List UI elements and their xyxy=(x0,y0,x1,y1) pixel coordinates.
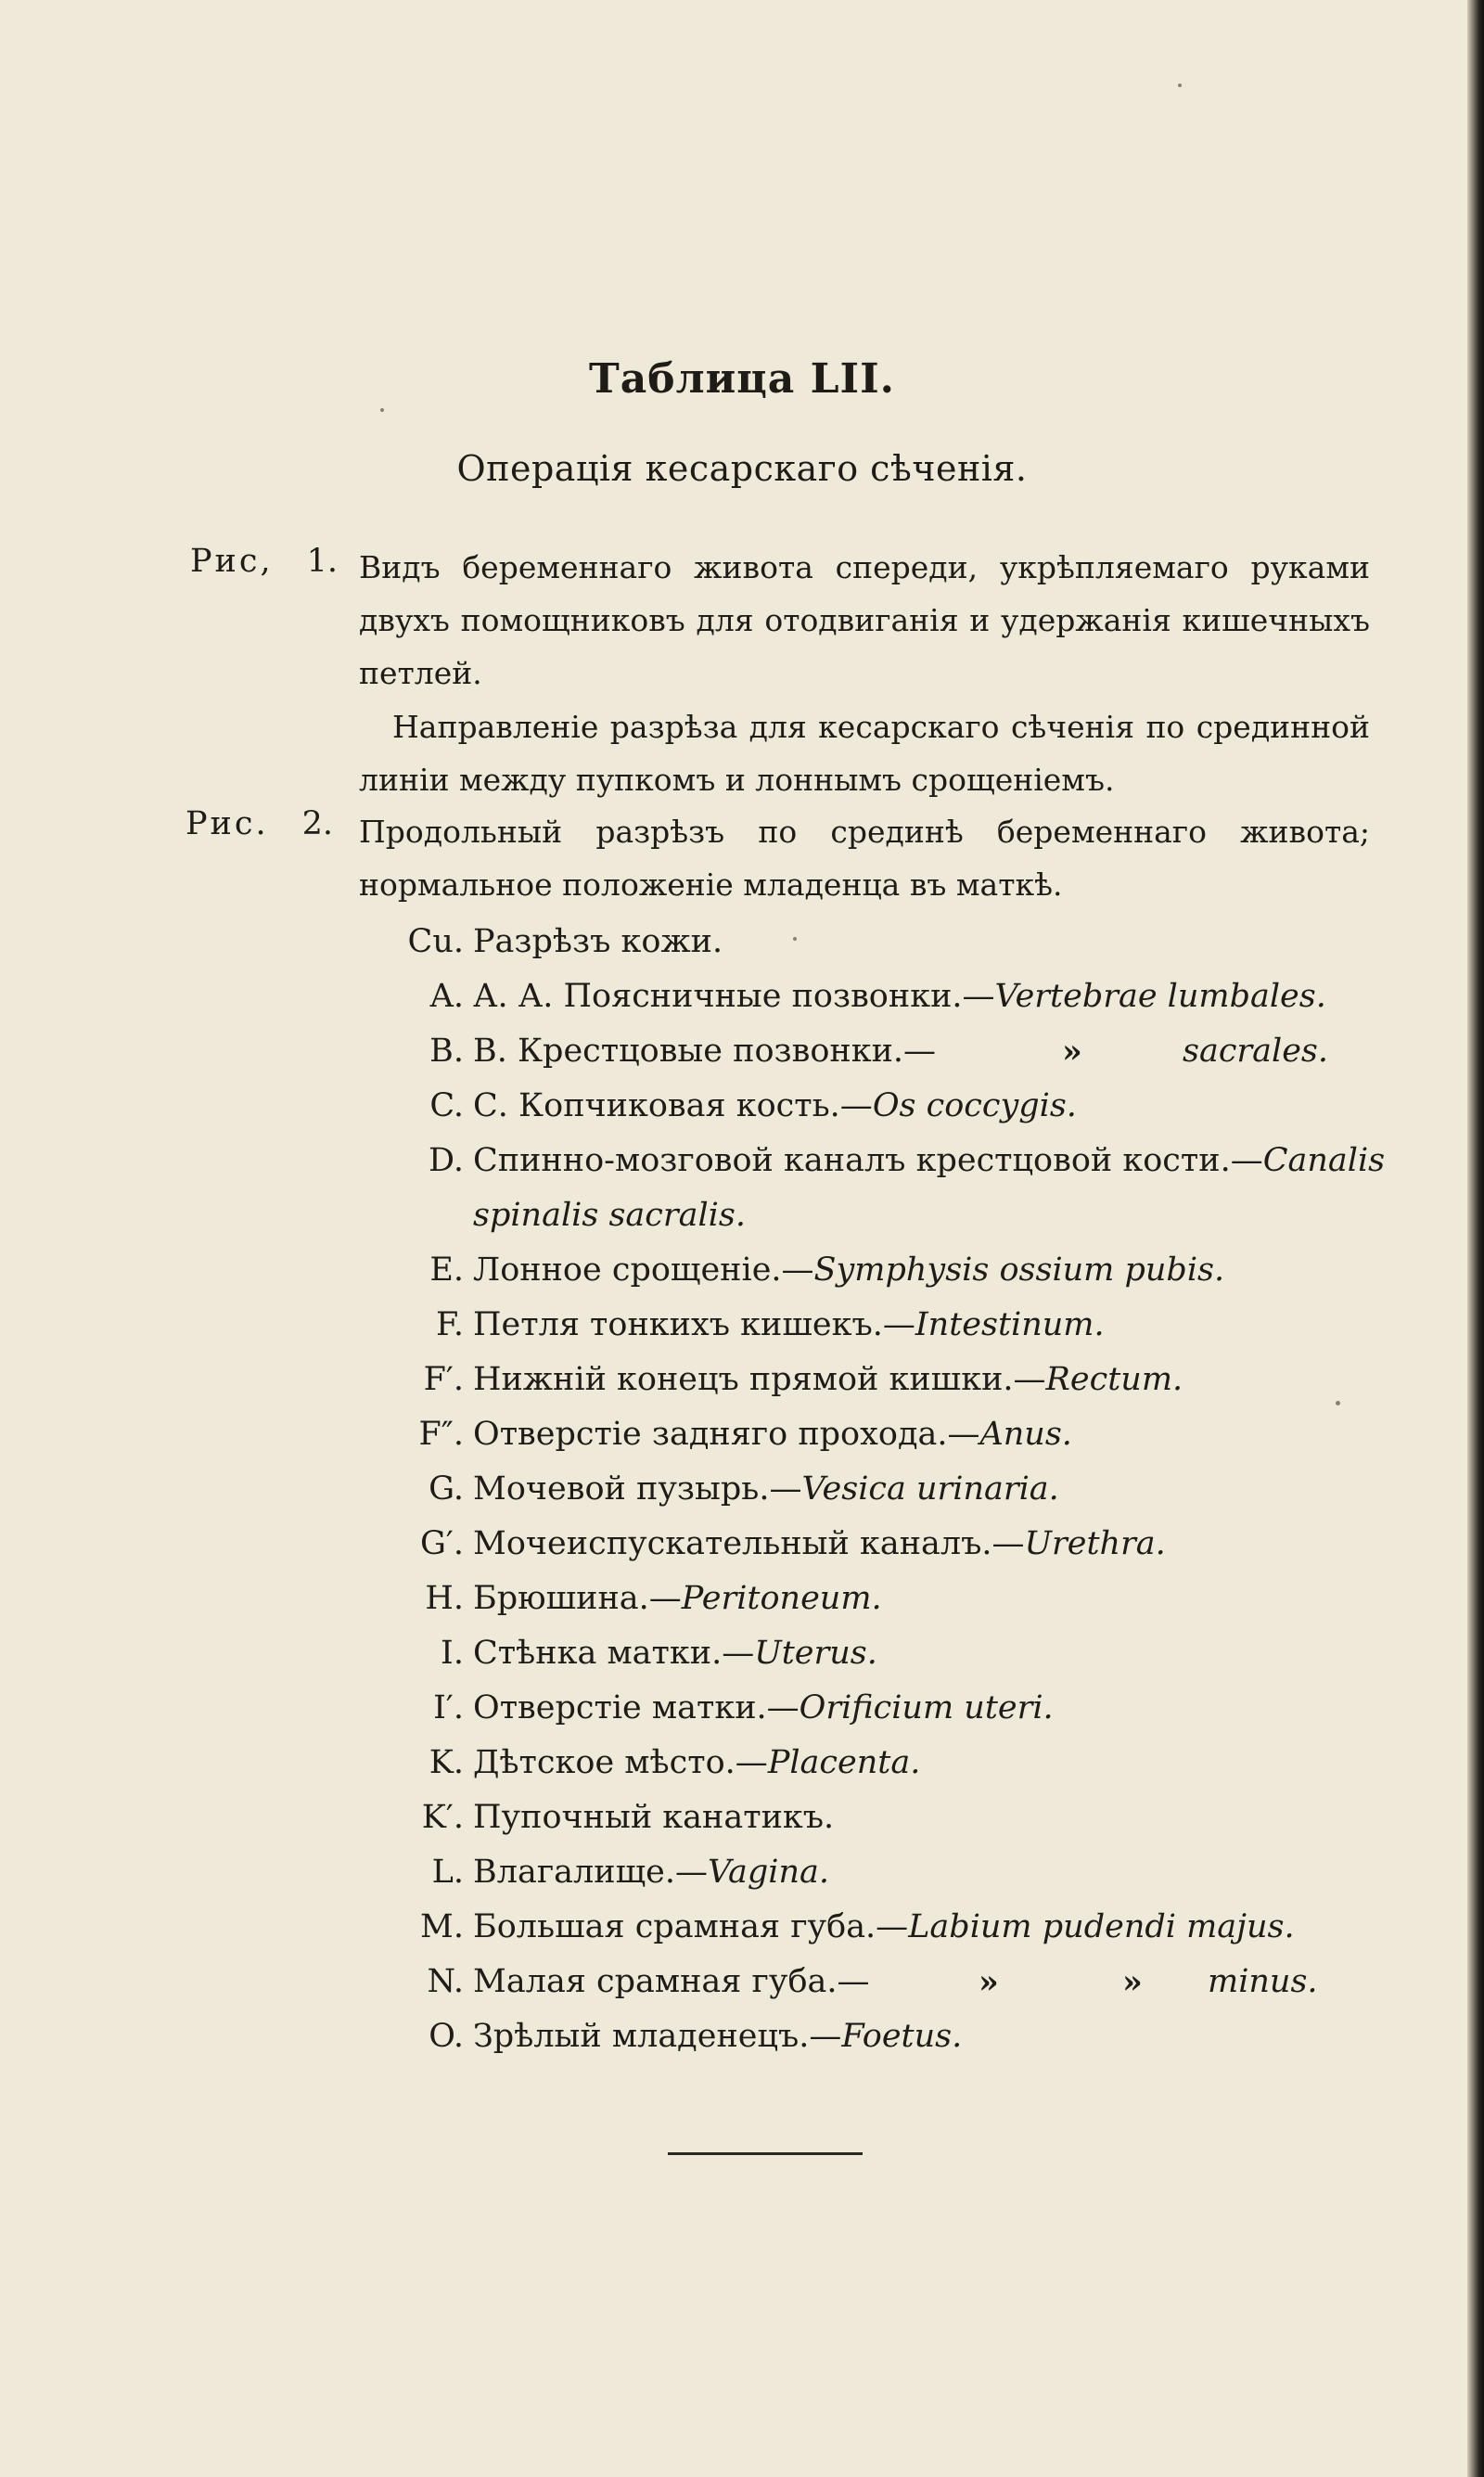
legend-russian-term: Разрѣзъ кожи. xyxy=(473,923,723,960)
legend-key: H. xyxy=(425,1580,464,1617)
legend-key: A. xyxy=(429,978,464,1015)
legend-latin-term: Os coccygis. xyxy=(872,1087,1077,1124)
legend-row xyxy=(0,1635,1484,1687)
legend-text xyxy=(473,1306,1105,1343)
legend-russian-term: Влагалище.— xyxy=(473,1854,708,1891)
legend-text xyxy=(473,1470,1059,1508)
legend-russian-term: Нижній конецъ прямой кишки.— xyxy=(473,1361,1046,1398)
legend-key: B. xyxy=(429,1033,464,1070)
legend-key: C. xyxy=(429,1087,464,1124)
legend-latin-term: Symphysis ossium pubis. xyxy=(813,1251,1225,1289)
legend-russian-term: Спинно-мозговой каналъ крестцовой кости.— xyxy=(473,1142,1263,1179)
end-rule xyxy=(668,2152,863,2155)
figure-2-label xyxy=(186,805,333,842)
ditto-mark: » xyxy=(1122,1963,1143,2001)
legend-key: K′. xyxy=(421,1799,464,1836)
legend-text xyxy=(473,1525,1166,1562)
legend-text xyxy=(473,1033,936,1070)
figure-1-number: 1. xyxy=(306,543,339,580)
figure-1-incision-note: Направленіе разрѣза для кесарскаго сѣченія по срединной линіи между пупкомъ и лоннымъ срощеніемъ. xyxy=(359,709,1370,798)
legend-key: O. xyxy=(429,2018,464,2055)
legend-russian-term: Мочевой пузырь.— xyxy=(473,1470,802,1508)
paper-speck xyxy=(793,937,797,941)
legend-key: G′. xyxy=(419,1525,464,1562)
legend-key: F′. xyxy=(423,1361,464,1398)
legend-russian-term: Дѣтское мѣсто.— xyxy=(473,1744,768,1781)
ditto-mark: » xyxy=(979,1963,999,2001)
legend-latin-term: sacrales. xyxy=(1183,1033,1329,1070)
legend-text xyxy=(473,1799,834,1836)
legend-latin-term: minus. xyxy=(1208,1963,1318,2000)
legend-latin-term: Anus. xyxy=(979,1416,1072,1453)
legend-text xyxy=(473,1580,882,1617)
figure-2-prefix: Рис. xyxy=(186,805,269,842)
legend-text xyxy=(473,1689,1054,1726)
legend-latin-term: Orificium uteri. xyxy=(799,1689,1054,1726)
legend-key: I′. xyxy=(433,1689,464,1726)
page-title: Таблица LII. xyxy=(588,355,895,403)
legend-russian-term: Лонное срощеніе.— xyxy=(473,1251,814,1289)
page-subtitle: Операція кесарскаго сѣченія. xyxy=(456,448,1028,489)
legend-text xyxy=(473,1361,1183,1398)
legend-text xyxy=(473,1963,870,2000)
legend-text xyxy=(473,2018,962,2055)
legend-russian-term: Малая срамная губа.— xyxy=(473,1963,870,2000)
legend-latin-term: Rectum. xyxy=(1045,1361,1183,1398)
figure-2-number: 2. xyxy=(301,805,334,842)
legend-row xyxy=(0,1142,1484,1194)
legend-russian-term: Отверстіе матки.— xyxy=(473,1689,800,1726)
legend-key: F. xyxy=(436,1306,464,1343)
legend-row xyxy=(0,1087,1484,1139)
legend-russian-term: Большая срамная губа.— xyxy=(473,1908,909,1945)
legend-latin-term: Peritoneum. xyxy=(681,1580,882,1617)
legend-latin-term: Intestinum. xyxy=(915,1306,1105,1343)
figure-1-label xyxy=(190,543,338,580)
legend-text xyxy=(473,1908,1295,1945)
legend-latin-term: Labium pudendi majus. xyxy=(908,1908,1295,1945)
figure-1-description: Видъ беременнаго живота спереди, укрѣпляемаго руками двухъ помощниковъ для отодвиганія и удержанія кишечныхъ петлей. xyxy=(359,549,1370,691)
legend-row xyxy=(0,1799,1484,1851)
legend-russian-term: Стѣнка матки.— xyxy=(473,1635,755,1672)
paper-speck xyxy=(1178,83,1182,87)
legend-key: E. xyxy=(429,1251,464,1289)
legend-russian-term: Мочеиспускательный каналъ.— xyxy=(473,1525,1025,1562)
legend-key: G. xyxy=(429,1470,464,1508)
legend-key: N. xyxy=(427,1963,464,2000)
legend-key: K. xyxy=(429,1744,464,1781)
legend-key: L. xyxy=(431,1854,464,1891)
legend-row xyxy=(0,1580,1484,1632)
legend-text xyxy=(473,1142,1385,1179)
legend-text xyxy=(473,1416,1072,1453)
legend-latin-term: Urethra. xyxy=(1024,1525,1166,1562)
legend-text xyxy=(473,1744,920,1781)
legend-key: D. xyxy=(429,1142,464,1179)
paper-speck xyxy=(380,408,384,412)
legend-row xyxy=(0,1361,1484,1413)
legend-row xyxy=(0,923,1484,975)
legend-text xyxy=(473,1854,829,1891)
legend-latin-continuation: spinalis sacralis. xyxy=(473,1197,746,1234)
legend-russian-term: В. Крестцовые позвонки.— xyxy=(473,1033,937,1070)
legend-row xyxy=(0,1854,1484,1906)
legend-key: M. xyxy=(420,1908,464,1945)
figure-2-description: Продольный разрѣзъ по срединѣ беременнаго живота; нормальное положеніе младенца въ маткѣ. xyxy=(359,814,1370,903)
paper-speck xyxy=(1336,1401,1340,1405)
legend-row xyxy=(0,1908,1484,1960)
legend-row xyxy=(0,1416,1484,1468)
legend-russian-term: Отверстіе задняго прохода.— xyxy=(473,1416,980,1453)
legend-russian-term: Брюшина.— xyxy=(473,1580,682,1617)
legend-text xyxy=(473,1087,1077,1124)
legend-row xyxy=(0,2018,1484,2070)
legend-russian-term: Пупочный канатикъ. xyxy=(473,1799,835,1836)
legend-latin-term: Foetus. xyxy=(841,2018,963,2055)
legend-key: Cu. xyxy=(407,923,464,960)
legend-russian-term: С. Копчиковая кость.— xyxy=(473,1087,873,1124)
legend-row xyxy=(0,978,1484,1030)
legend-latin-term: Vesica urinaria. xyxy=(801,1470,1059,1508)
legend-row xyxy=(0,1963,1484,2015)
legend-text xyxy=(473,923,723,960)
ditto-mark: » xyxy=(1062,1033,1082,1071)
legend-russian-term: Зрѣлый младенецъ.— xyxy=(473,2018,842,2055)
legend-latin-term: Vagina. xyxy=(707,1854,830,1891)
legend-row xyxy=(0,1744,1484,1796)
legend-latin-term: Canalis xyxy=(1262,1142,1386,1179)
legend-row xyxy=(0,1306,1484,1358)
legend-latin-term: Placenta. xyxy=(767,1744,921,1781)
legend-row xyxy=(0,1251,1484,1303)
legend-text xyxy=(473,978,1326,1015)
legend-russian-term: Петля тонкихъ кишекъ.— xyxy=(473,1306,915,1343)
legend-row xyxy=(0,1525,1484,1577)
legend-russian-term: А. А. Поясничные позвонки.— xyxy=(473,978,995,1015)
legend-row xyxy=(0,1470,1484,1522)
legend-row xyxy=(0,1689,1484,1741)
legend-latin-term: Vertebrae lumbales. xyxy=(994,978,1326,1015)
legend-text xyxy=(473,1635,877,1672)
legend-text xyxy=(473,1251,1224,1289)
legend-key: F″. xyxy=(418,1416,464,1453)
legend-key: I. xyxy=(441,1635,464,1672)
legend-latin-term: Uterus. xyxy=(754,1635,877,1672)
figure-1-prefix: Рис, xyxy=(190,543,274,580)
legend-row xyxy=(0,1033,1484,1084)
